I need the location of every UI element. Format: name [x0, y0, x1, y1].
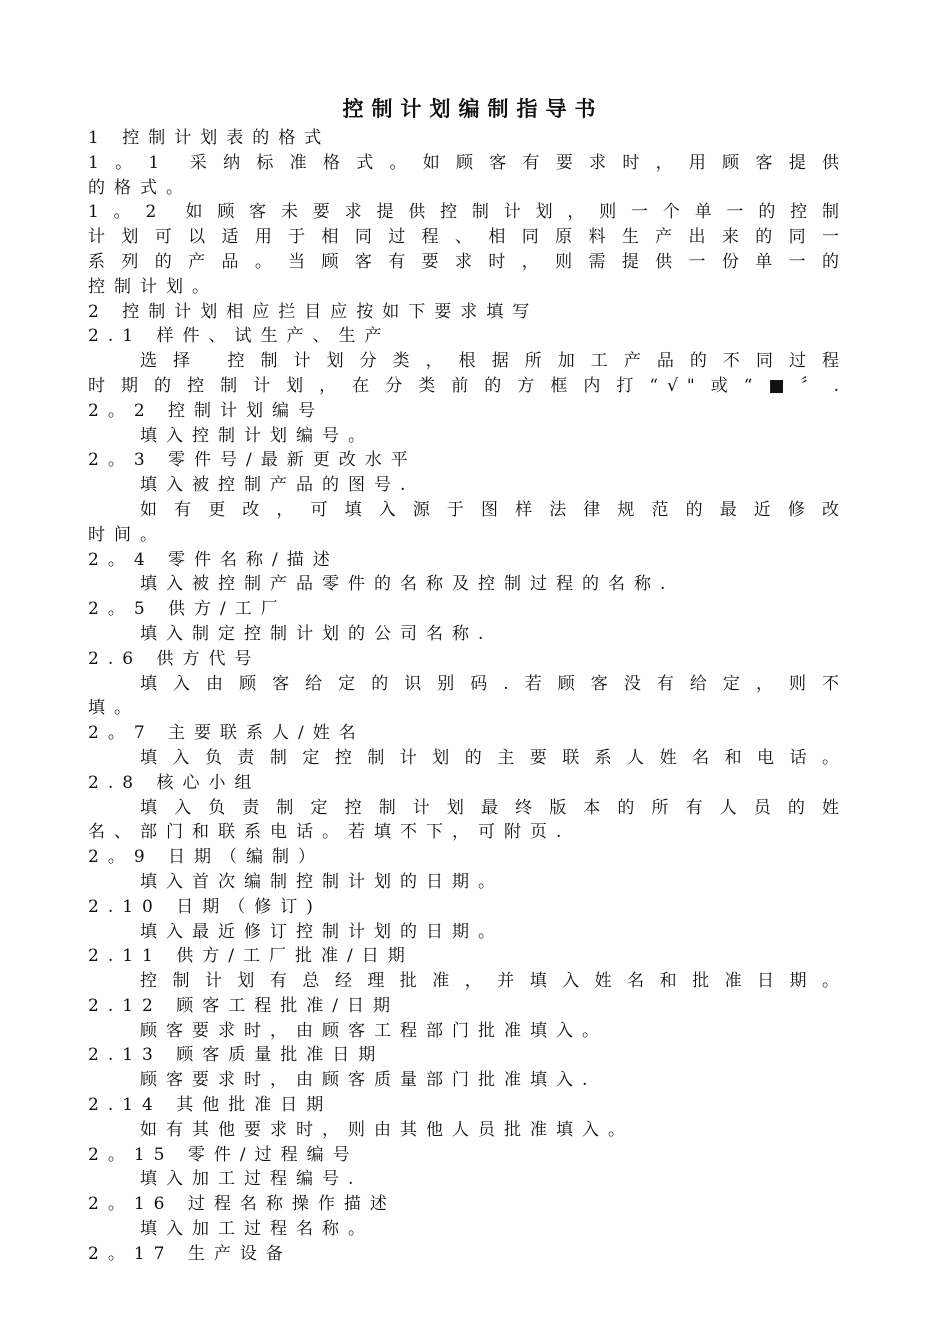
text-line: 2 控制计划相应拦目应按如下要求填写 [88, 301, 539, 322]
text-line: 1。1 采纳标准格式。如顾客有要求时，用顾客提供 [88, 152, 848, 173]
text-line: 2.11 供方/工厂批准/日期 [88, 946, 414, 967]
text-line: 2.12 顾客工程批准/日期 [88, 995, 399, 1016]
document-body [88, 126, 848, 1267]
text-line: 2。7 主要联系人/姓名 [88, 723, 365, 744]
text-line: 填入负责制定控制计划最终版本的所有人员的姓 [140, 797, 848, 818]
text-line: 系列的产品。当顾客有要求时，则需提供一份单一的 [88, 251, 848, 272]
text-line: 填入被控制产品零件的名称及控制过程的名称. [140, 574, 675, 595]
text-line: 填入加工过程名称。 [140, 1219, 374, 1240]
text-line: 时期的控制计划，在分类前的方框内打“√"或“■〞. [88, 375, 848, 396]
text-line: 2.8 核心小组 [88, 772, 261, 793]
text-line: 填入被控制产品的图号. [140, 475, 415, 496]
text-line: 顾客要求时，由顾客工程部门批准填入。 [140, 1020, 608, 1041]
text-line: 2。4 零件名称/描述 [88, 549, 339, 570]
text-line: 1。2 如顾客未要求提供控制计划，则一个单一的控制 [88, 202, 848, 223]
document-page [88, 92, 848, 1267]
text-line: 2。15 零件/过程编号 [88, 1144, 359, 1165]
text-line: 2.6 供方代号 [88, 648, 261, 669]
text-line: 2。5 供方/工厂 [88, 599, 287, 620]
text-line: 填入首次编制控制计划的日期。 [140, 871, 504, 892]
text-line: 填入最近修订控制计划的日期。 [140, 921, 504, 942]
text-line: 控制计划。 [88, 276, 218, 297]
text-line: 名、部门和联系电话。若填不下，可附页. [88, 822, 571, 843]
text-line: 2。2 控制计划编号 [88, 400, 325, 421]
text-line: 时间。 [88, 524, 166, 545]
text-line: 填入制定控制计划的公司名称. [140, 623, 493, 644]
text-line: 2。3 零件号/最新更改水平 [88, 450, 417, 471]
text-line: 控制计划有总经理批准，并填入姓名和批准日期。 [140, 971, 848, 992]
document-title: 控制计划编制指导书 [342, 96, 604, 121]
text-line: 2。9 日期（编制） [88, 847, 325, 868]
text-line: 如有其他要求时，则由其他人员批准填入。 [140, 1119, 634, 1140]
text-line: 2.14 其他批准日期 [88, 1095, 333, 1116]
text-line: 2。16 过程名称操作描述 [88, 1194, 396, 1215]
text-line: 填入负责制定控制计划的主要联系人姓名和电话。 [140, 747, 848, 768]
text-line: 计划可以适用于相同过程、相同原料生产出来的同一 [88, 227, 848, 248]
text-line: 2.10 日期（修订) [88, 896, 322, 917]
text-line: 填入控制计划编号。 [140, 425, 374, 446]
text-line: 2.13 顾客质量批准日期 [88, 1045, 385, 1066]
text-line: 1 控制计划表的格式 [88, 128, 331, 148]
text-line: 2。17 生产设备 [88, 1243, 292, 1264]
text-line: 2.1 样件、试生产、生产 [88, 326, 391, 347]
text-line: 顾客要求时，由顾客质量部门批准填入. [140, 1070, 597, 1091]
text-line: 填。 [88, 698, 140, 719]
text-line: 填入由顾客给定的识别码.若顾客没有给定，则不 [140, 673, 848, 694]
text-line: 的格式。 [88, 177, 192, 198]
text-line: 填入加工过程编号. [140, 1169, 363, 1190]
text-line: 如有更改，可填入源于图样法律规范的最近修改 [140, 499, 848, 520]
text-line: 选择 控制计划分类，根据所加工产品的不同过程 [140, 351, 848, 372]
